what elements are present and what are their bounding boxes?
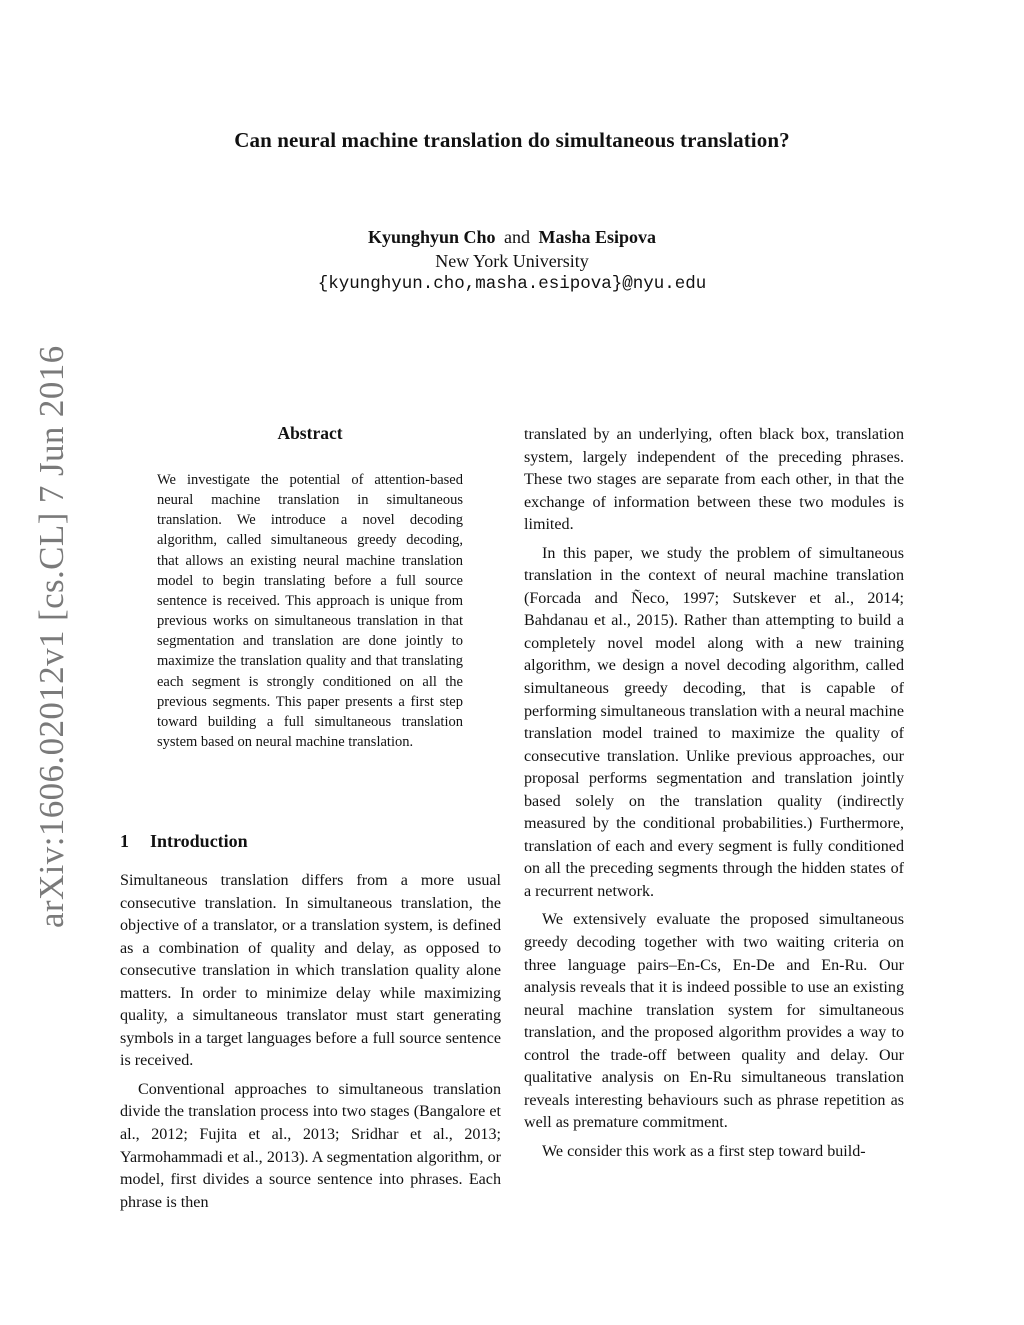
author-name: Masha Esipova — [538, 227, 657, 247]
paragraph: translated by an underlying, often black box, translation system, largely independent of the preceding phrases. These two stages are separate from each other, in that the exchange of information between these two modules is limited. — [524, 426, 904, 534]
section-heading-introduction — [120, 831, 500, 852]
paragraph: Simultaneous translation differs from a more usual consecutive translation. In simultaneous translation, the objective of a translator, or a translation system, is defined as a combination of quality and delay, as opposed to consecutive translation in which translation quality alone matters. In order to minimize delay while maximizing quality, a simultaneous translator must start generating symbols in a target languages before a full source sentence is received. — [120, 872, 501, 1070]
author-name: Kyunghyun Cho — [367, 227, 496, 247]
author-block — [0, 226, 1024, 297]
section-title: Introduction — [150, 831, 248, 851]
abstract-body: We investigate the potential of attention-based neural machine translation in simultaneous translation. We introduce a novel decoding algorithm, called simultaneous greedy decoding, that allows an existing neural machine translation model to begin translating before a full source sentence is received. This approach is unique from previous works on simultaneous translation in that segmentation and translation are done jointly to maximize the translation quality and that translating each segment is strongly conditioned on all the previous segments. This paper presents a first step toward building a full simultaneous translation system based on neural machine translation. — [157, 472, 463, 751]
affiliation: New York University — [435, 250, 589, 271]
paragraph: We consider this work as a first step toward build- — [542, 1142, 866, 1160]
arxiv-identifier: arXiv:1606.02012v1 [cs.CL] 7 Jun 2016 — [32, 345, 71, 928]
abstract-heading: Abstract — [277, 423, 343, 443]
author-email: {kyunghyun.cho,masha.esipova}@nyu.edu — [317, 274, 707, 294]
right-column-body — [524, 424, 904, 1164]
author-conjunction: and — [504, 227, 531, 247]
section-number: 1 — [120, 831, 129, 851]
paragraph: Conventional approaches to simultaneous translation divide the translation process into two stages (Bangalore et al., 2012; Fujita et al., 2013; Sridhar et al., 2013; Yarmohammadi et al., 2013). A segmentation algorithm, or model, first divides a source sentence into phrases. Each phrase is then — [120, 1080, 501, 1211]
paragraph: In this paper, we study the problem of simultaneous translation in the context of neural machine translation (Forcada and Ñeco, 1997; Sutskever et al., 2014; Bahdanau et al., 2015). Rather than attempting to build a completely novel model along with a new training algorithm, we design a novel decoding algorithm, called simultaneous greedy decoding, that is capable of performing simultaneous translation with a neural machine translation model trained to maximize the quality of consecutive translation. Unlike previous approaches, our proposal performs segmentation and translation jointly based solely on the translation quality (indirectly measured by the conditional probabilities.) Furthermore, translation of each and every segment is fully conditioned on all the preceding segments through the hidden states of a recurrent network. — [524, 544, 904, 900]
paragraph: We extensively evaluate the proposed simultaneous greedy decoding together with two waiting criteria on three language pairs–En-Cs, En-De and En-Ru. Our analysis reveals that it is indeed possible to use an existing neural machine translation system for simultaneous translation, and the proposed algorithm provides a way to control the trade-off between quality and delay. Our qualitative analysis on En-Ru simultaneous translation reveals interesting behaviours such as phrase repetition as well as premature commitment. — [524, 911, 904, 1132]
paper-title: Can neural machine translation do simultaneous translation? — [234, 128, 790, 152]
author-names — [0, 226, 1024, 250]
left-column-body — [120, 870, 501, 1214]
